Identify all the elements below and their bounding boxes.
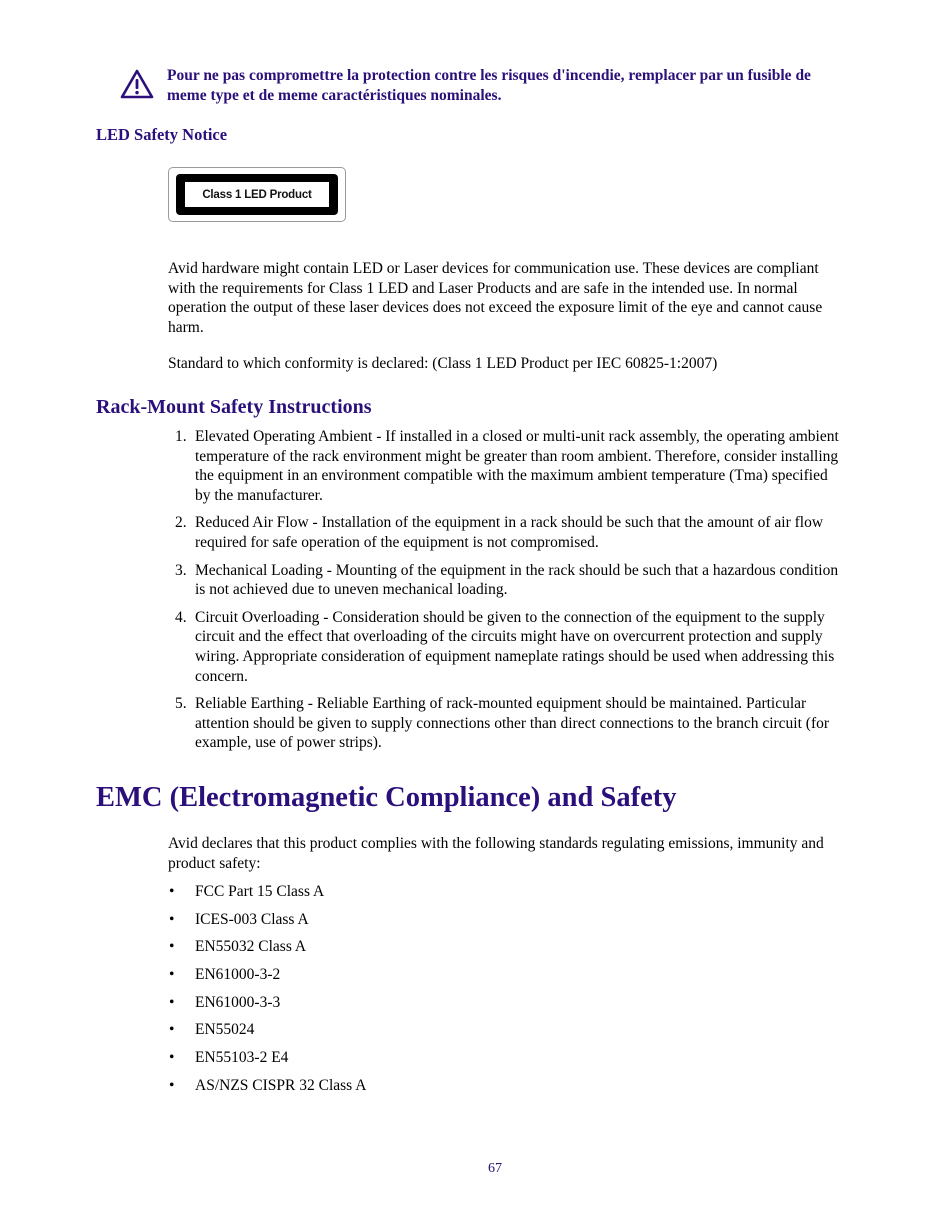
list-item: • EN61000-3-3 [169, 993, 281, 1011]
class1-led-label [168, 167, 346, 222]
list-item: 5. Reliable Earthing - Reliable Earthing of rack-mounted equipment should be maintained. Particular attention should be given to supply connections other than direct connections to the branch circuit (for example, use of power strips). [175, 695, 830, 752]
list-item: 1. Elevated Operating Ambient - If installed in a closed or multi-unit rack assembly, the operating ambient temperature of the rack environment might be greater than room ambient. Therefore, consider installing the equipment in an environment compatible with the maximum ambient temperature (Tma) specified by the manufacturer. [175, 428, 839, 504]
list-item: • EN61000-3-2 [169, 966, 281, 984]
rack-mount-heading: Rack-Mount Safety Instructions [96, 396, 372, 418]
list-item: • FCC Part 15 Class A [169, 883, 325, 900]
led-standard: Standard to which conformity is declared: (Class 1 LED Product per IEC 60825-1:2007) [168, 355, 718, 372]
page-number: 67 [488, 1161, 502, 1176]
list-item: • ICES-003 Class A [169, 910, 309, 928]
class1-led-label-frame [176, 174, 338, 215]
emc-intro: Avid declares that this product complies with the following standards regulating emissions, immunity and product safety: [168, 835, 824, 872]
led-safety-heading: LED Safety Notice [96, 125, 228, 144]
warning-text: Pour ne pas compromettre la protection contre les risques d'incendie, remplacer par un fusible de meme type et de meme caractéristiques nominales. [167, 67, 811, 104]
class1-led-label-text: Class 1 LED Product [185, 182, 329, 207]
rack-mount-list [168, 427, 840, 761]
list-item: • EN55024 [169, 1021, 255, 1039]
list-item: 2. Reduced Air Flow - Installation of the equipment in a rack should be such that the amount of air flow required for safe operation of the equipment is not compromised. [175, 514, 824, 551]
warning-triangle-icon [120, 68, 154, 100]
led-paragraph: Avid hardware might contain LED or Laser devices for communication use. These devices are compliant with the requirements for Class 1 LED and Laser Products and are safe in the intended use. In normal operation the output of these laser devices does not exceed the exposure limit of the eye and cannot cause harm. [168, 260, 823, 336]
list-item: • EN55103-2 E4 [169, 1049, 289, 1067]
emc-standards-list [168, 882, 768, 1104]
list-item: 3. Mechanical Loading - Mounting of the equipment in the rack should be such that a hazardous condition is not achieved due to uneven mechanical loading. [175, 561, 839, 599]
list-item: • EN55032 Class A [169, 938, 307, 956]
list-item: • AS/NZS CISPR 32 Class A [169, 1076, 367, 1094]
emc-heading: EMC (Electromagnetic Compliance) and Safety [96, 782, 677, 813]
list-item: 4. Circuit Overloading - Consideration should be given to the connection of the equipment to the supply circuit and the effect that overloading of the circuits might have on overcurrent protection and supply wiring. Appropriate consideration of equipment nameplate ratings should be used when addressing this concern. [175, 608, 835, 685]
